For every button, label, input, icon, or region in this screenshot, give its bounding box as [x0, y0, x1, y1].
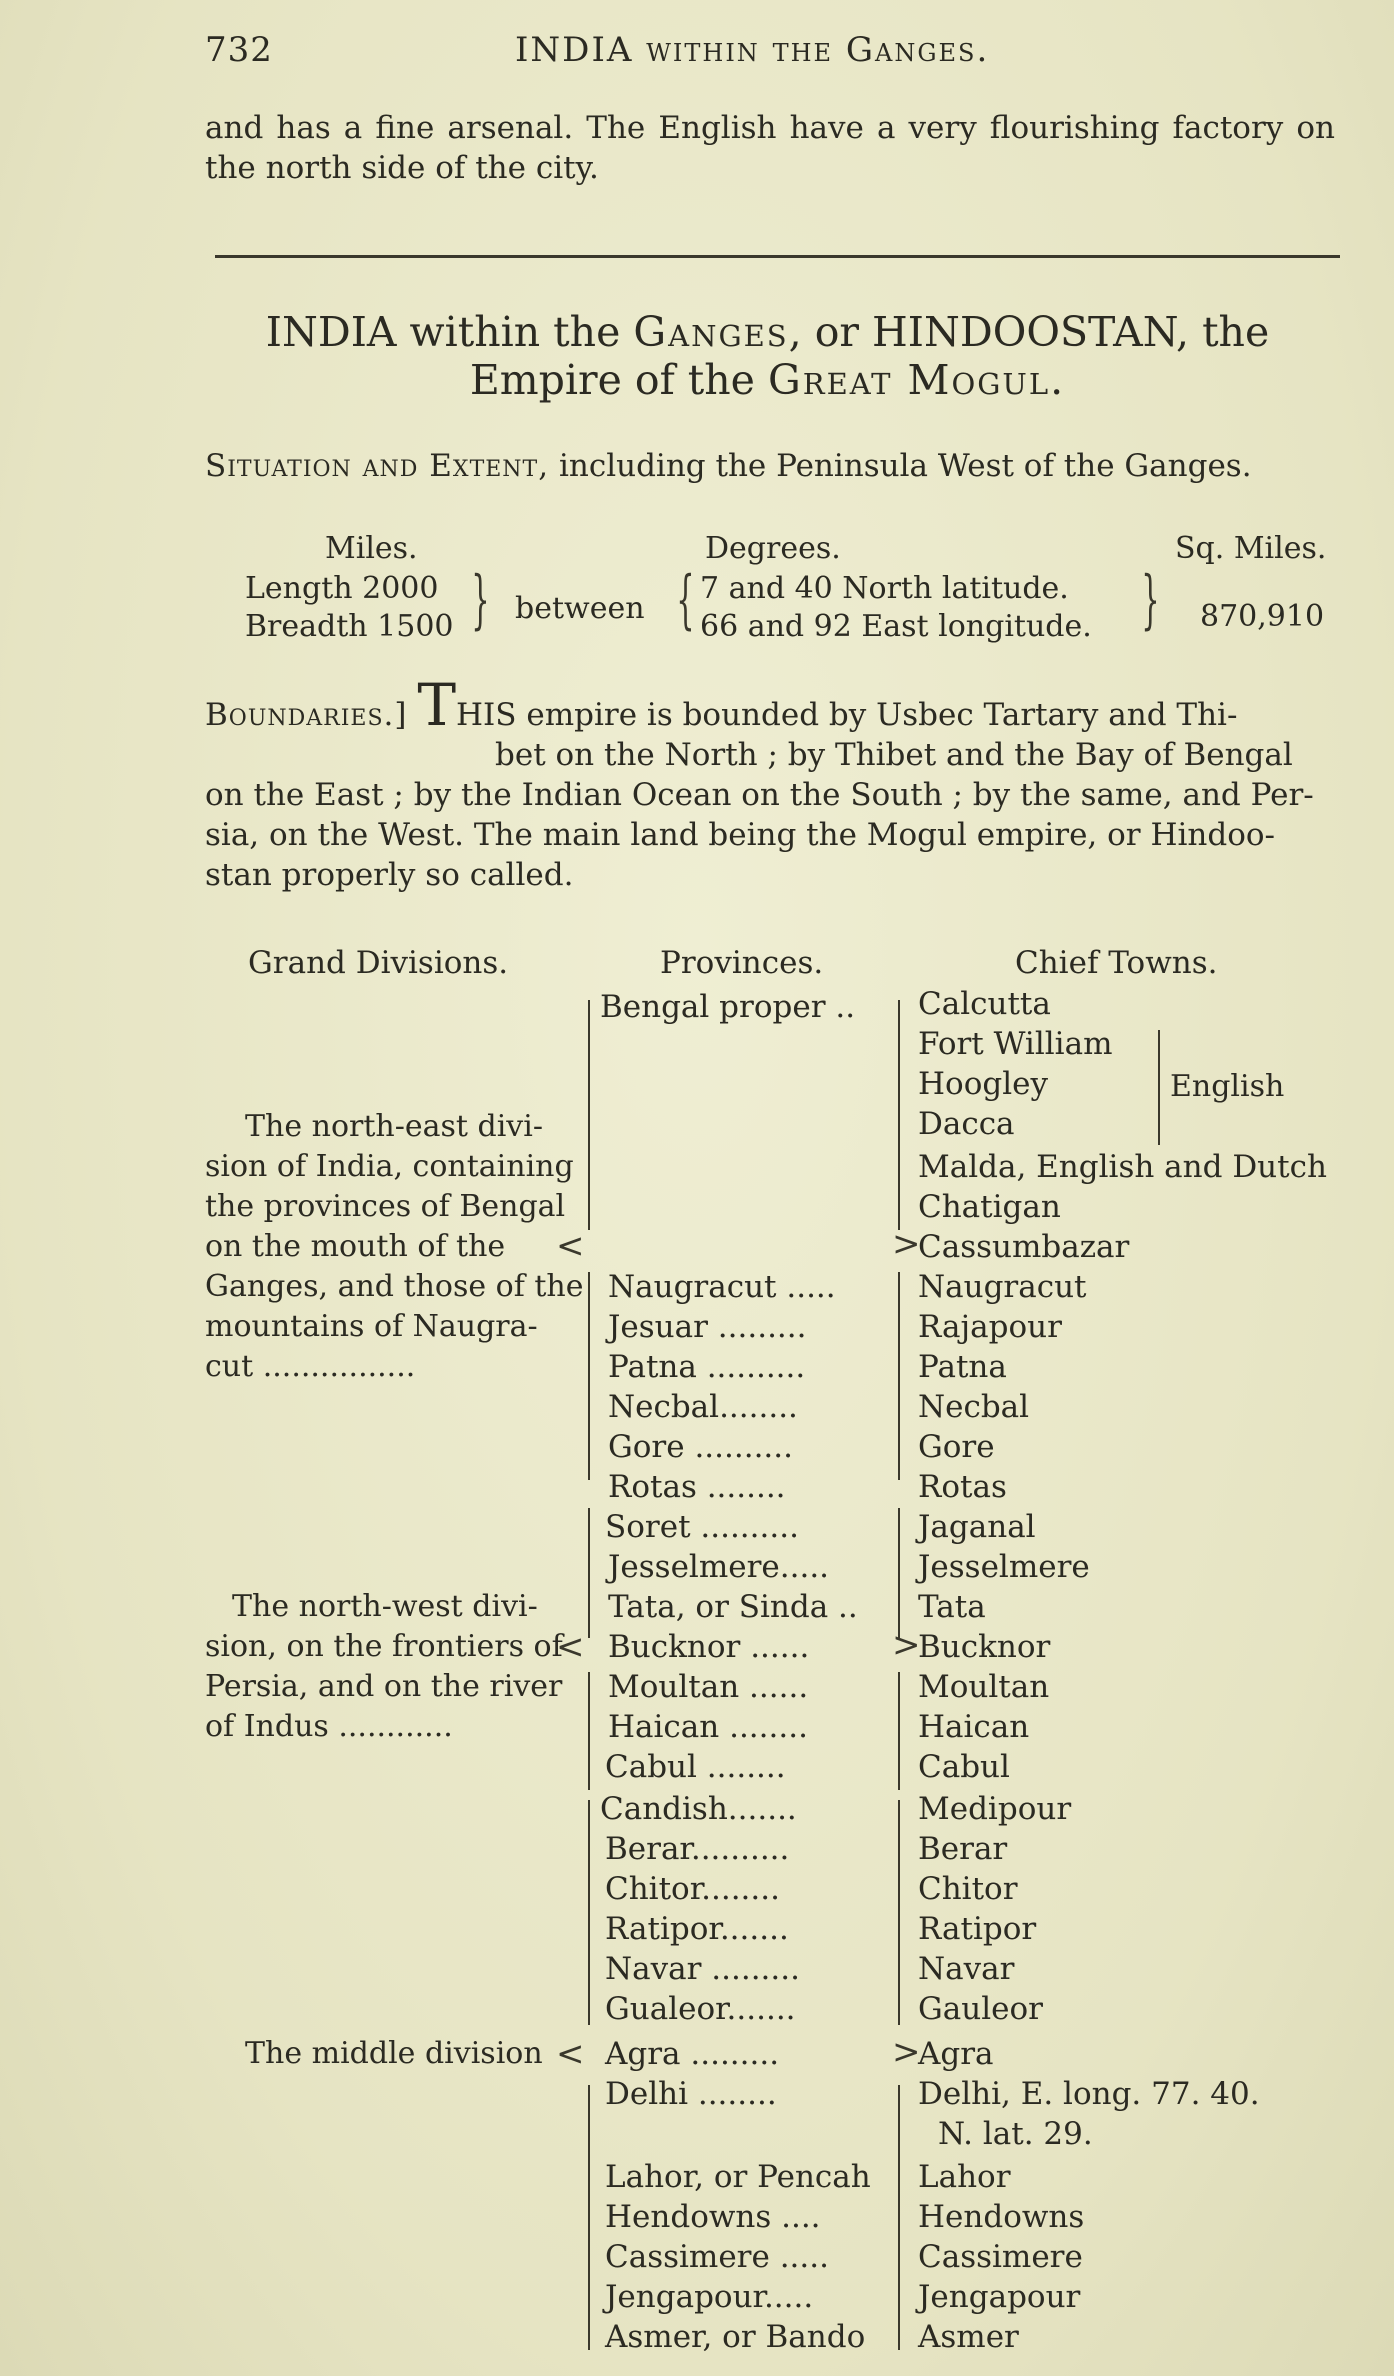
title-line1-b: Ganges	[633, 308, 789, 356]
english-note: English	[1170, 1069, 1285, 1104]
town-name: Rotas	[918, 1469, 1007, 1505]
division-text: Ganges, and those of the	[205, 1269, 584, 1304]
province-name: Tata, or Sinda ..	[608, 1589, 858, 1625]
between-label: between	[515, 591, 645, 626]
title-line2-a: Empire of the	[469, 356, 768, 404]
province-name: Necbal........	[608, 1389, 798, 1425]
brace-line	[588, 1508, 590, 1638]
longitude-value: 66 and 92 East longitude.	[700, 609, 1092, 644]
province-name: Agra .........	[605, 2036, 780, 2072]
brace-line	[588, 2085, 590, 2350]
town-name: Delhi, E. long. 77. 40.	[918, 2076, 1260, 2112]
drop-cap: T	[417, 671, 457, 739]
province-name: Jesselmere.....	[608, 1549, 830, 1585]
page-number: 732	[205, 30, 273, 70]
boundaries-line-4: sia, on the West. The main land being the Mogul empire, or Hindoo-	[205, 817, 1276, 853]
town-name: Navar	[918, 1951, 1015, 1987]
town-name: Calcutta	[918, 986, 1051, 1022]
province-name: Hendowns ....	[605, 2199, 821, 2235]
boundaries-paragraph	[205, 671, 1335, 895]
boundaries-line-3: on the East ; by the Indian Ocean on the South ; by the same, and Per-	[205, 777, 1314, 813]
brace-line	[898, 1508, 900, 1638]
division-text: mountains of Naugra-	[205, 1309, 538, 1344]
length-value: Length 2000	[245, 571, 439, 606]
section-title	[205, 308, 1330, 404]
boundaries-line-2: bet on the North ; by Thibet and the Bay of Bengal	[495, 737, 1293, 773]
town-name: Bucknor	[918, 1629, 1051, 1665]
town-name: Naugracut	[918, 1269, 1087, 1305]
province-name: Asmer, or Bando	[605, 2319, 866, 2355]
town-name: Fort William	[918, 1026, 1113, 1062]
miles-header: Miles.	[325, 531, 418, 566]
province-name: Cabul ........	[605, 1749, 786, 1785]
province-name: Naugracut .....	[608, 1269, 836, 1305]
division-text: the provinces of Bengal	[205, 1189, 566, 1224]
town-name: Rajapour	[918, 1309, 1062, 1345]
division-text: cut ................	[205, 1349, 416, 1384]
brace-line	[588, 1272, 590, 1480]
town-name: Chitor	[918, 1871, 1018, 1907]
english-brace-line	[1158, 1030, 1160, 1145]
town-name: Tata	[918, 1589, 986, 1625]
title-line2-b: Great Mogul.	[767, 356, 1066, 404]
brace-left-1: {	[676, 563, 695, 637]
town-name: Agra	[918, 2036, 994, 2072]
situation-label: Situation and Extent,	[205, 448, 550, 484]
province-name: Candish.......	[600, 1791, 797, 1827]
town-name: N. lat. 29.	[938, 2116, 1093, 2152]
brace-line	[898, 1672, 900, 1790]
province-name: Patna ..........	[608, 1349, 806, 1385]
division-text: sion, on the frontiers of	[205, 1629, 563, 1664]
brace-line	[588, 1800, 590, 2025]
division-text: sion of India, containing	[205, 1149, 574, 1184]
division-text: The north-west divi-	[232, 1589, 538, 1624]
brace-right-1: }	[471, 563, 490, 637]
province-name: Lahor, or Pencah	[605, 2159, 871, 2195]
town-name: Moultan	[918, 1669, 1050, 1705]
town-name: Jaganal	[918, 1509, 1036, 1545]
province-name: Gualeor.......	[605, 1991, 796, 2027]
town-name: Ratipor	[918, 1911, 1037, 1947]
section-rule	[215, 255, 1340, 258]
town-name: Patna	[918, 1349, 1007, 1385]
province-name: Soret ..........	[605, 1509, 799, 1545]
running-header	[205, 30, 1334, 70]
province-name: Ratipor.......	[605, 1911, 789, 1947]
province-name: Bucknor ......	[608, 1629, 810, 1665]
town-pointer: >	[892, 1224, 921, 1264]
town-name: Haican	[918, 1709, 1030, 1745]
brace-line	[588, 1000, 590, 1230]
town-name: Hoogley	[918, 1066, 1048, 1102]
intro-paragraph: and has a fine arsenal. The English have a very flourishing factory on the north side of the city.	[205, 110, 1335, 186]
province-name: Jengapour.....	[605, 2279, 814, 2315]
brace-point: <	[556, 2034, 585, 2074]
brace-right-2: }	[1141, 563, 1160, 637]
title-line1-a: INDIA within the	[265, 308, 634, 356]
title-line1-c: , or HINDOOSTAN, the	[788, 308, 1270, 356]
town-name: Cassumbazar	[918, 1229, 1130, 1265]
town-name: Chatigan	[918, 1189, 1061, 1225]
town-name: Gore	[918, 1429, 995, 1465]
boundaries-line-5: stan properly so called.	[205, 857, 574, 893]
town-name: Berar	[918, 1831, 1008, 1867]
town-name: Asmer	[918, 2319, 1019, 2355]
town-pointer: >	[892, 2032, 921, 2072]
division-text: on the mouth of the	[205, 1229, 506, 1264]
town-pointer: >	[892, 1625, 921, 1665]
brace-line	[898, 1000, 900, 1230]
running-title: INDIA within the Ganges.	[515, 30, 990, 70]
province-name: Rotas ........	[608, 1469, 786, 1505]
brace-line	[898, 2085, 900, 2350]
province-name: Berar..........	[605, 1831, 790, 1867]
boundaries-line-1: HIS empire is bounded by Usbec Tartary and Thi-	[456, 697, 1238, 733]
situation-line	[205, 448, 1252, 484]
header-provinces: Provinces.	[660, 945, 824, 981]
brace-line	[898, 1800, 900, 2025]
division-text: The middle division	[245, 2036, 543, 2071]
town-name: Dacca	[918, 1106, 1015, 1142]
brace-point: <	[556, 1226, 585, 1266]
brace-line	[898, 1272, 900, 1480]
latitude-value: 7 and 40 North latitude.	[700, 571, 1069, 606]
town-name: Malda, English and Dutch	[918, 1149, 1327, 1185]
square-miles-value: 870,910	[1200, 599, 1325, 634]
division-text: of Indus ............	[205, 1709, 453, 1744]
province-name: Cassimere .....	[605, 2239, 829, 2275]
boundaries-label: Boundaries.]	[205, 697, 408, 733]
header-chief-towns: Chief Towns.	[1015, 945, 1218, 981]
province-name: Haican ........	[608, 1709, 808, 1745]
sq-miles-header: Sq. Miles.	[1175, 531, 1327, 566]
town-name: Gauleor	[918, 1991, 1043, 2027]
town-name: Jengapour	[918, 2279, 1081, 2315]
degrees-header: Degrees.	[705, 531, 841, 566]
division-text: The north-east divi-	[245, 1109, 543, 1144]
province-name: Delhi ........	[605, 2076, 777, 2112]
brace-point: <	[556, 1627, 585, 1667]
town-name: Hendowns	[918, 2199, 1085, 2235]
province-name: Jesuar .........	[608, 1309, 807, 1345]
brace-line	[588, 1672, 590, 1790]
town-name: Medipour	[918, 1791, 1072, 1827]
town-name: Lahor	[918, 2159, 1011, 2195]
header-grand-divisions: Grand Divisions.	[248, 945, 509, 981]
province-name: Navar .........	[605, 1951, 800, 1987]
town-name: Jesselmere	[918, 1549, 1090, 1585]
town-name: Cassimere	[918, 2239, 1083, 2275]
breadth-value: Breadth 1500	[245, 609, 454, 644]
province-name: Moultan ......	[608, 1669, 809, 1705]
division-text: Persia, and on the river	[205, 1669, 563, 1704]
province-name: Bengal proper ..	[600, 989, 856, 1025]
province-name: Gore ..........	[608, 1429, 793, 1465]
situation-text: including the Peninsula West of the Ganges.	[549, 448, 1252, 484]
town-name: Necbal	[918, 1389, 1030, 1425]
town-name: Cabul	[918, 1749, 1010, 1785]
province-name: Chitor........	[605, 1871, 780, 1907]
